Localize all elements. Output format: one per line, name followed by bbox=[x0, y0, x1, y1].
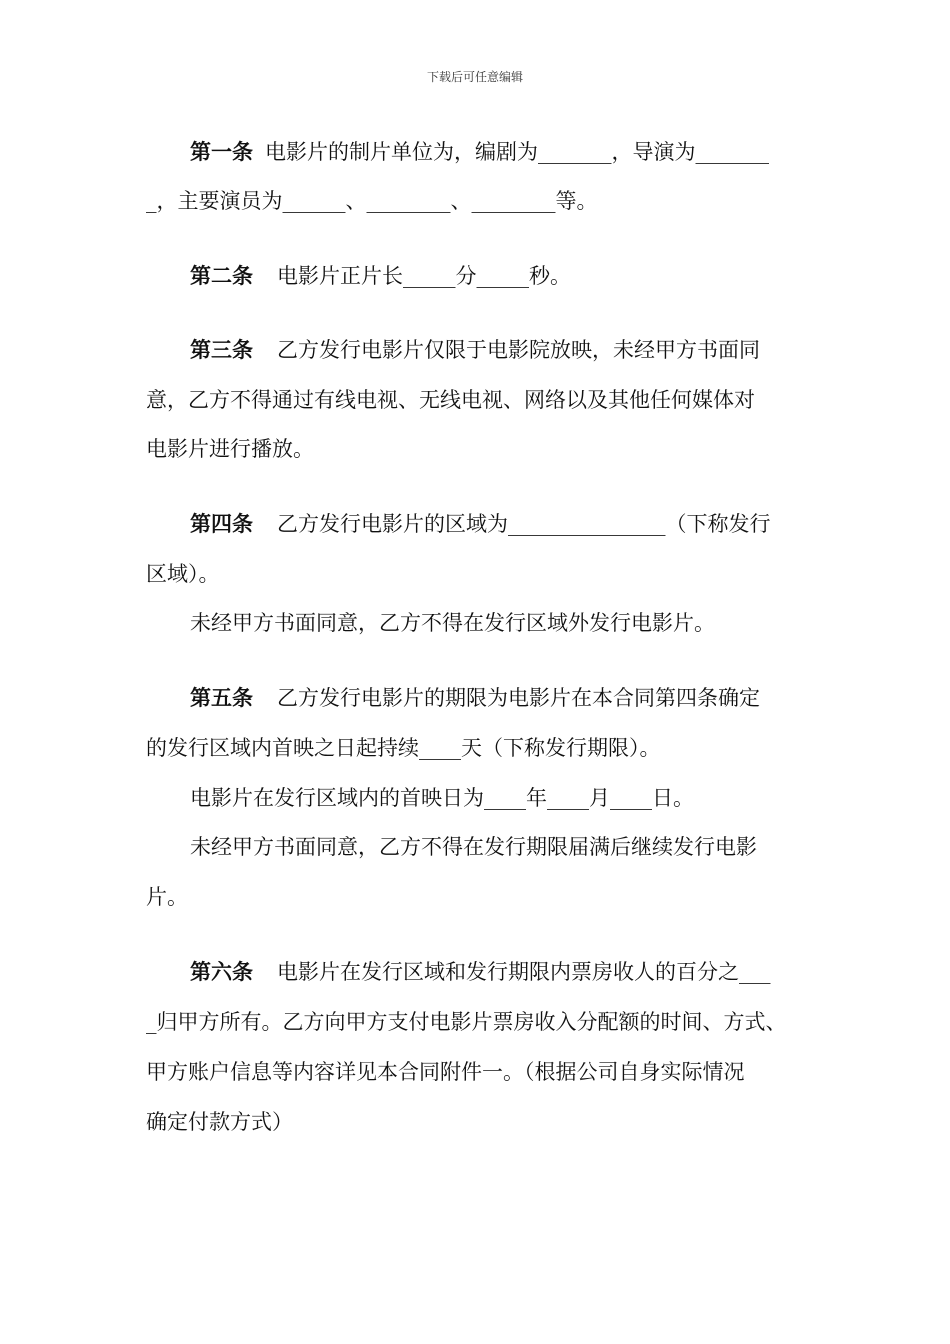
article-3-line-3: 电影片进行播放。 bbox=[146, 437, 314, 461]
article-1-line-2: _，主要演员为______、________、________等。 bbox=[146, 189, 598, 213]
article-2-line-1 bbox=[190, 262, 571, 290]
article-5-line-4: 未经甲方书面同意，乙方不得在发行期限届满后继续发行电影 bbox=[190, 835, 757, 859]
article-3-line-2: 意，乙方不得通过有线电视、无线电视、网络以及其他任何媒体对 bbox=[146, 388, 755, 412]
article-6-text: 电影片在发行区域和发行期限内票房收人的百分之___ bbox=[277, 960, 771, 984]
article-4-line-3: 未经甲方书面同意，乙方不得在发行区域外发行电影片。 bbox=[190, 611, 715, 635]
page-header: 下载后可任意编辑 bbox=[426, 70, 523, 84]
article-5-line-5: 片。 bbox=[146, 885, 188, 909]
article-5-line-2: 的发行区域内首映之日起持续____天（下称发行期限）。 bbox=[146, 736, 661, 760]
article-6-line-2: _归甲方所有。乙方向甲方支付电影片票房收入分配额的时间、方式、 bbox=[146, 1010, 787, 1034]
article-3-text: 乙方发行电影片仅限于电影院放映，未经甲方书面同 bbox=[277, 338, 760, 362]
article-3-title: 第三条 bbox=[190, 337, 253, 362]
article-5-line-1 bbox=[190, 684, 760, 712]
article-5-title: 第五条 bbox=[190, 685, 253, 710]
article-5-line-3: 电影片在发行区域内的首映日为____年____月____日。 bbox=[190, 786, 694, 810]
article-4-line-1 bbox=[190, 510, 771, 538]
article-6-title: 第六条 bbox=[190, 959, 253, 984]
article-1-line-1 bbox=[190, 138, 769, 166]
article-2-text: 电影片正片长_____分_____秒。 bbox=[277, 264, 571, 288]
article-4-line-2: 区域）。 bbox=[146, 562, 220, 586]
article-4-title: 第四条 bbox=[190, 511, 253, 536]
article-1-title: 第一条 bbox=[190, 139, 253, 164]
article-6-line-3: 甲方账户信息等内容详见本合同附件一。（根据公司自身实际情况 bbox=[146, 1060, 745, 1084]
article-3-line-1 bbox=[190, 336, 760, 364]
article-6-line-1 bbox=[190, 958, 771, 986]
article-2-title: 第二条 bbox=[190, 263, 253, 288]
article-1-text: 电影片的制片单位为，编剧为_______，导演为_______ bbox=[265, 140, 769, 164]
article-6-line-4: 确定付款方式） bbox=[146, 1110, 293, 1134]
article-4-text: 乙方发行电影片的区域为_______________（下称发行 bbox=[277, 512, 771, 536]
article-5-text: 乙方发行电影片的期限为电影片在本合同第四条确定 bbox=[277, 686, 760, 710]
